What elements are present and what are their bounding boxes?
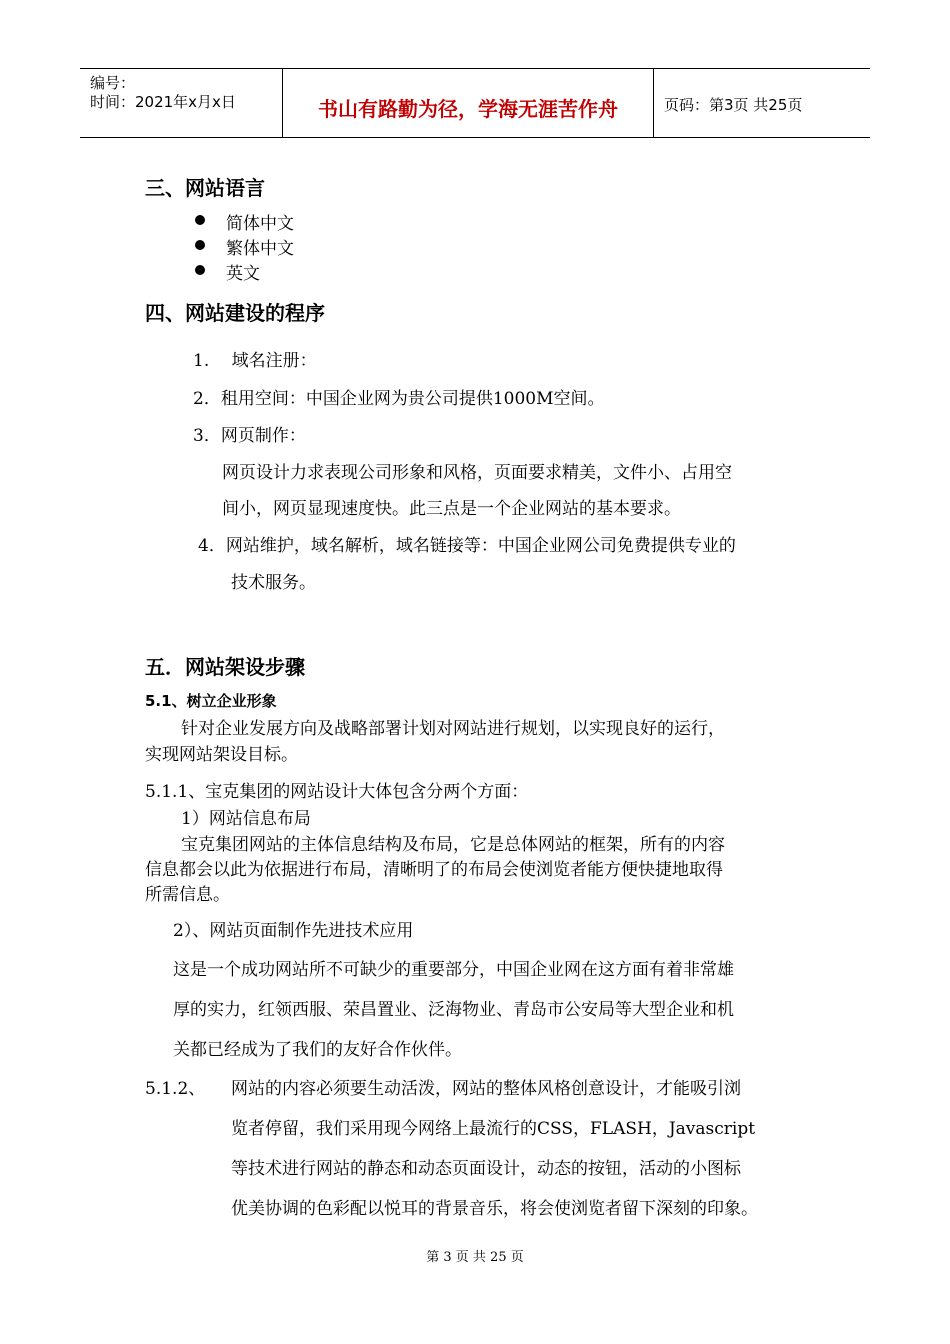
subsection-5-1-line-1: 针对企业发展方向及战略部署计划对网站进行规划，以实现良好的运行， — [181, 719, 725, 739]
header-left-cell — [80, 69, 283, 137]
item-1-line-2: 信息都会以此为依据进行布局，清晰明了的布局会使浏览者能方便快捷地取得 — [145, 860, 723, 880]
doc-time-label: 时间：2021年x月x日 — [90, 93, 236, 111]
header-page-indicator: 页码：第3页 共25页 — [664, 96, 803, 114]
paragraph-5-1-1-item-1: 1）网站信息布局 — [181, 809, 311, 829]
bullet-icon — [195, 265, 205, 275]
item-2-line-1: 这是一个成功网站所不可缺少的重要部分，中国企业网在这方面有着非常雄 — [173, 960, 734, 980]
item-2-line-2: 厚的实力，红领西服、荣昌置业、泛海物业、青岛市公安局等大型企业和机 — [173, 1000, 734, 1020]
paragraph-5-1-1-title: 5.1.1、宝克集团的网站设计大体包含分两个方面： — [145, 782, 529, 802]
header-motto: 书山有路勤为径，学海无涯苦作舟 — [318, 97, 618, 121]
header-middle-cell — [283, 69, 654, 137]
paragraph-5-1-2-line-4: 优美协调的色彩配以悦耳的背景音乐，将会使浏览者留下深刻的印象。 — [231, 1199, 758, 1219]
paragraph-5-1-2-line-2: 览者停留，我们采用现今网络上最流行的CSS，FLASH，Javascript — [231, 1119, 756, 1139]
paragraph-5-1-2-label: 5.1.2、 — [145, 1079, 206, 1099]
subsection-5-1-line-2: 实现网站架设目标。 — [145, 745, 298, 765]
step-3-desc-line-2: 间小，网页显现速度快。此三点是一个企业网站的基本要求。 — [222, 499, 681, 519]
item-1-line-1: 宝克集团网站的主体信息结构及布局，它是总体网站的框架，所有的内容 — [181, 835, 725, 855]
bullet-icon — [195, 215, 205, 225]
item-2-line-3: 关都已经成为了我们的友好合作伙伴。 — [173, 1040, 462, 1060]
step-4-line-2: 技术服务。 — [231, 573, 316, 593]
step-4-line-1: 4．网站维护，域名解析，域名链接等：中国企业网公司免费提供专业的 — [198, 536, 736, 556]
language-item-traditional: 繁体中文 — [226, 239, 294, 259]
subsection-5-1-title: 5.1、树立企业形象 — [145, 692, 277, 710]
page-footer: 第 3 页 共 25 页 — [426, 1250, 524, 1265]
header-right-cell — [654, 69, 870, 137]
step-3-text: 3．网页制作： — [193, 426, 306, 446]
language-item-english: 英文 — [226, 264, 260, 284]
item-1-line-3: 所需信息。 — [145, 885, 230, 905]
step-3-desc-line-1: 网页设计力求表现公司形象和风格，页面要求精美，文件小、占用空 — [222, 463, 732, 483]
page-header — [80, 68, 870, 138]
paragraph-5-1-1-item-2: 2）、网站页面制作先进技术应用 — [173, 921, 414, 941]
section-3-title: 三、网站语言 — [145, 176, 265, 200]
paragraph-5-1-2-line-3: 等技术进行网站的静态和动态页面设计，动态的按钮，活动的小图标 — [231, 1159, 741, 1179]
section-4-title: 四、网站建设的程序 — [145, 301, 325, 325]
paragraph-5-1-2-line-1: 网站的内容必须要生动活泼，网站的整体风格创意设计，才能吸引浏 — [231, 1079, 741, 1099]
doc-number-label: 编号： — [90, 74, 136, 92]
step-1-text: 1. 域名注册： — [193, 351, 317, 371]
language-item-simplified: 简体中文 — [226, 214, 294, 234]
section-5-title: 五．网站架设步骤 — [145, 655, 305, 679]
bullet-icon — [195, 240, 205, 250]
step-2-text: 2．租用空间：中国企业网为贵公司提供1000M空间。 — [193, 389, 605, 409]
